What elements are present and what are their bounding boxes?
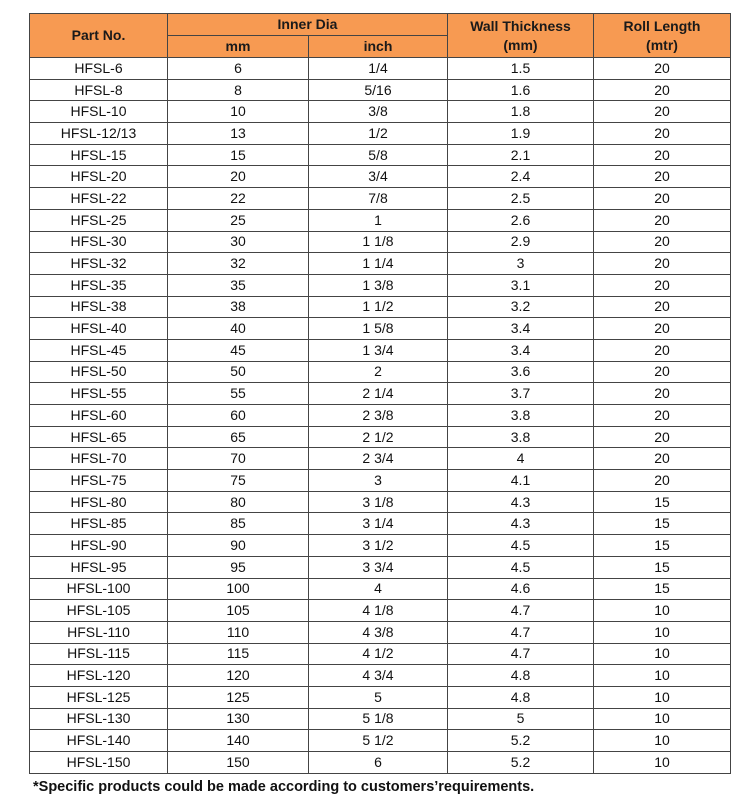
table-row bbox=[30, 470, 731, 492]
roll-length-cell: 10 bbox=[594, 752, 731, 774]
roll-length-cell: 20 bbox=[594, 58, 731, 80]
part-no-cell: HFSL-25 bbox=[30, 209, 168, 231]
inner-dia-inch-cell: 2 1/4 bbox=[309, 383, 448, 405]
inner-dia-inch-cell: 5 1/2 bbox=[309, 730, 448, 752]
table-row bbox=[30, 708, 731, 730]
inner-dia-mm-cell: 70 bbox=[168, 448, 309, 470]
roll-length-cell: 20 bbox=[594, 448, 731, 470]
inner-dia-inch-cell: 6 bbox=[309, 752, 448, 774]
roll-length-cell: 20 bbox=[594, 188, 731, 210]
inner-dia-inch-cell: 4 1/2 bbox=[309, 643, 448, 665]
part-no-cell: HFSL-32 bbox=[30, 253, 168, 275]
inner-dia-mm-cell: 22 bbox=[168, 188, 309, 210]
part-no-cell: HFSL-140 bbox=[30, 730, 168, 752]
inner-dia-mm-cell: 125 bbox=[168, 686, 309, 708]
table-row bbox=[30, 253, 731, 275]
table-row bbox=[30, 600, 731, 622]
wall-thickness-cell: 4.7 bbox=[448, 621, 594, 643]
inner-dia-inch-cell: 2 3/8 bbox=[309, 405, 448, 427]
roll-length-cell: 20 bbox=[594, 426, 731, 448]
roll-length-cell: 10 bbox=[594, 600, 731, 622]
table-row bbox=[30, 730, 731, 752]
roll-length-cell: 10 bbox=[594, 730, 731, 752]
part-no-cell: HFSL-40 bbox=[30, 318, 168, 340]
table-row bbox=[30, 491, 731, 513]
inner-dia-mm-cell: 95 bbox=[168, 556, 309, 578]
roll-length-cell: 20 bbox=[594, 209, 731, 231]
wall-thickness-cell: 2.1 bbox=[448, 144, 594, 166]
inner-dia-inch-cell: 3 1/4 bbox=[309, 513, 448, 535]
part-no-cell: HFSL-35 bbox=[30, 274, 168, 296]
part-no-cell: HFSL-125 bbox=[30, 686, 168, 708]
inner-dia-inch-cell: 3 3/4 bbox=[309, 556, 448, 578]
inner-dia-mm-cell: 38 bbox=[168, 296, 309, 318]
part-no-cell: HFSL-75 bbox=[30, 470, 168, 492]
roll-length-cell: 20 bbox=[594, 231, 731, 253]
wall-thickness-cell: 4.3 bbox=[448, 513, 594, 535]
header-wall-thickness-unit: (mm) bbox=[503, 36, 538, 53]
roll-length-cell: 15 bbox=[594, 578, 731, 600]
wall-thickness-cell: 4.7 bbox=[448, 643, 594, 665]
table-row bbox=[30, 79, 731, 101]
wall-thickness-cell: 3.8 bbox=[448, 426, 594, 448]
inner-dia-inch-cell: 3 1/2 bbox=[309, 535, 448, 557]
part-no-cell: HFSL-22 bbox=[30, 188, 168, 210]
part-no-cell: HFSL-90 bbox=[30, 535, 168, 557]
table-row bbox=[30, 621, 731, 643]
table-row bbox=[30, 209, 731, 231]
table-header bbox=[30, 14, 731, 58]
inner-dia-mm-cell: 40 bbox=[168, 318, 309, 340]
roll-length-cell: 20 bbox=[594, 470, 731, 492]
roll-length-cell: 10 bbox=[594, 708, 731, 730]
table-row bbox=[30, 166, 731, 188]
table-row bbox=[30, 231, 731, 253]
inner-dia-inch-cell: 1 bbox=[309, 209, 448, 231]
table-row bbox=[30, 123, 731, 145]
inner-dia-mm-cell: 85 bbox=[168, 513, 309, 535]
inner-dia-mm-cell: 13 bbox=[168, 123, 309, 145]
inner-dia-inch-cell: 4 1/8 bbox=[309, 600, 448, 622]
part-no-cell: HFSL-55 bbox=[30, 383, 168, 405]
roll-length-cell: 20 bbox=[594, 253, 731, 275]
part-no-cell: HFSL-105 bbox=[30, 600, 168, 622]
table-row bbox=[30, 383, 731, 405]
part-no-cell: HFSL-12/13 bbox=[30, 123, 168, 145]
inner-dia-inch-cell: 5 bbox=[309, 686, 448, 708]
wall-thickness-cell: 1.6 bbox=[448, 79, 594, 101]
table-row bbox=[30, 556, 731, 578]
header-inner-dia: Inner Dia bbox=[168, 14, 448, 36]
roll-length-cell: 20 bbox=[594, 383, 731, 405]
wall-thickness-cell: 2.4 bbox=[448, 166, 594, 188]
inner-dia-inch-cell: 5/8 bbox=[309, 144, 448, 166]
part-no-cell: HFSL-80 bbox=[30, 491, 168, 513]
inner-dia-inch-cell: 1 1/4 bbox=[309, 253, 448, 275]
inner-dia-mm-cell: 6 bbox=[168, 58, 309, 80]
wall-thickness-cell: 3.8 bbox=[448, 405, 594, 427]
roll-length-cell: 10 bbox=[594, 643, 731, 665]
part-no-cell: HFSL-15 bbox=[30, 144, 168, 166]
table-row bbox=[30, 643, 731, 665]
inner-dia-mm-cell: 65 bbox=[168, 426, 309, 448]
inner-dia-inch-cell: 2 3/4 bbox=[309, 448, 448, 470]
inner-dia-mm-cell: 120 bbox=[168, 665, 309, 687]
part-no-cell: HFSL-65 bbox=[30, 426, 168, 448]
inner-dia-mm-cell: 25 bbox=[168, 209, 309, 231]
inner-dia-inch-cell: 1 3/4 bbox=[309, 339, 448, 361]
part-no-cell: HFSL-30 bbox=[30, 231, 168, 253]
part-no-cell: HFSL-120 bbox=[30, 665, 168, 687]
wall-thickness-cell: 3.1 bbox=[448, 274, 594, 296]
wall-thickness-cell: 2.9 bbox=[448, 231, 594, 253]
wall-thickness-cell: 1.8 bbox=[448, 101, 594, 123]
wall-thickness-cell: 2.6 bbox=[448, 209, 594, 231]
wall-thickness-cell: 4.8 bbox=[448, 686, 594, 708]
inner-dia-inch-cell: 3 bbox=[309, 470, 448, 492]
inner-dia-inch-cell: 4 3/4 bbox=[309, 665, 448, 687]
inner-dia-mm-cell: 15 bbox=[168, 144, 309, 166]
part-no-cell: HFSL-6 bbox=[30, 58, 168, 80]
inner-dia-inch-cell: 5 1/8 bbox=[309, 708, 448, 730]
wall-thickness-cell: 5.2 bbox=[448, 752, 594, 774]
roll-length-cell: 20 bbox=[594, 123, 731, 145]
inner-dia-inch-cell: 7/8 bbox=[309, 188, 448, 210]
spec-table bbox=[29, 13, 731, 774]
wall-thickness-cell: 2.5 bbox=[448, 188, 594, 210]
part-no-cell: HFSL-10 bbox=[30, 101, 168, 123]
roll-length-cell: 15 bbox=[594, 535, 731, 557]
wall-thickness-cell: 4.3 bbox=[448, 491, 594, 513]
part-no-cell: HFSL-130 bbox=[30, 708, 168, 730]
inner-dia-mm-cell: 75 bbox=[168, 470, 309, 492]
part-no-cell: HFSL-50 bbox=[30, 361, 168, 383]
part-no-cell: HFSL-150 bbox=[30, 752, 168, 774]
header-part-no: Part No. bbox=[30, 14, 168, 58]
header-roll-length bbox=[594, 14, 731, 58]
part-no-cell: HFSL-70 bbox=[30, 448, 168, 470]
wall-thickness-cell: 5.2 bbox=[448, 730, 594, 752]
inner-dia-mm-cell: 110 bbox=[168, 621, 309, 643]
table-row bbox=[30, 296, 731, 318]
roll-length-cell: 20 bbox=[594, 79, 731, 101]
roll-length-cell: 10 bbox=[594, 686, 731, 708]
inner-dia-mm-cell: 60 bbox=[168, 405, 309, 427]
inner-dia-mm-cell: 130 bbox=[168, 708, 309, 730]
roll-length-cell: 15 bbox=[594, 556, 731, 578]
table-row bbox=[30, 274, 731, 296]
wall-thickness-cell: 4.5 bbox=[448, 535, 594, 557]
roll-length-cell: 15 bbox=[594, 513, 731, 535]
inner-dia-mm-cell: 30 bbox=[168, 231, 309, 253]
table-row bbox=[30, 686, 731, 708]
table-body bbox=[30, 58, 731, 774]
inner-dia-mm-cell: 150 bbox=[168, 752, 309, 774]
inner-dia-inch-cell: 2 bbox=[309, 361, 448, 383]
inner-dia-mm-cell: 35 bbox=[168, 274, 309, 296]
inner-dia-inch-cell: 3 1/8 bbox=[309, 491, 448, 513]
inner-dia-mm-cell: 100 bbox=[168, 578, 309, 600]
part-no-cell: HFSL-85 bbox=[30, 513, 168, 535]
table-row bbox=[30, 513, 731, 535]
part-no-cell: HFSL-38 bbox=[30, 296, 168, 318]
inner-dia-inch-cell: 1/4 bbox=[309, 58, 448, 80]
inner-dia-inch-cell: 1/2 bbox=[309, 123, 448, 145]
roll-length-cell: 20 bbox=[594, 339, 731, 361]
wall-thickness-cell: 4.1 bbox=[448, 470, 594, 492]
inner-dia-mm-cell: 32 bbox=[168, 253, 309, 275]
wall-thickness-cell: 3.2 bbox=[448, 296, 594, 318]
wall-thickness-cell: 5 bbox=[448, 708, 594, 730]
footnote: *Specific products could be made according to customers’requirements. bbox=[33, 779, 535, 795]
inner-dia-inch-cell: 4 bbox=[309, 578, 448, 600]
inner-dia-inch-cell: 3/8 bbox=[309, 101, 448, 123]
table-row bbox=[30, 144, 731, 166]
roll-length-cell: 20 bbox=[594, 318, 731, 340]
inner-dia-inch-cell: 1 1/2 bbox=[309, 296, 448, 318]
roll-length-cell: 20 bbox=[594, 144, 731, 166]
roll-length-cell: 10 bbox=[594, 665, 731, 687]
part-no-cell: HFSL-45 bbox=[30, 339, 168, 361]
table-row bbox=[30, 318, 731, 340]
part-no-cell: HFSL-8 bbox=[30, 79, 168, 101]
wall-thickness-cell: 3 bbox=[448, 253, 594, 275]
wall-thickness-cell: 1.5 bbox=[448, 58, 594, 80]
inner-dia-mm-cell: 115 bbox=[168, 643, 309, 665]
inner-dia-inch-cell: 4 3/8 bbox=[309, 621, 448, 643]
table-row bbox=[30, 188, 731, 210]
part-no-cell: HFSL-115 bbox=[30, 643, 168, 665]
table-row bbox=[30, 752, 731, 774]
wall-thickness-cell: 3.7 bbox=[448, 383, 594, 405]
header-wall-thickness-label: Wall Thickness bbox=[470, 17, 571, 34]
inner-dia-mm-cell: 50 bbox=[168, 361, 309, 383]
wall-thickness-cell: 4.6 bbox=[448, 578, 594, 600]
part-no-cell: HFSL-110 bbox=[30, 621, 168, 643]
table-row bbox=[30, 448, 731, 470]
roll-length-cell: 10 bbox=[594, 621, 731, 643]
header-wall-thickness bbox=[448, 14, 594, 58]
wall-thickness-cell: 3.4 bbox=[448, 318, 594, 340]
inner-dia-mm-cell: 140 bbox=[168, 730, 309, 752]
roll-length-cell: 20 bbox=[594, 361, 731, 383]
inner-dia-mm-cell: 105 bbox=[168, 600, 309, 622]
spec-table-container bbox=[29, 13, 730, 774]
inner-dia-inch-cell: 1 3/8 bbox=[309, 274, 448, 296]
part-no-cell: HFSL-100 bbox=[30, 578, 168, 600]
wall-thickness-cell: 3.4 bbox=[448, 339, 594, 361]
table-row bbox=[30, 58, 731, 80]
inner-dia-inch-cell: 2 1/2 bbox=[309, 426, 448, 448]
inner-dia-mm-cell: 10 bbox=[168, 101, 309, 123]
inner-dia-mm-cell: 80 bbox=[168, 491, 309, 513]
table-row bbox=[30, 339, 731, 361]
part-no-cell: HFSL-60 bbox=[30, 405, 168, 427]
table-row bbox=[30, 578, 731, 600]
table-row bbox=[30, 405, 731, 427]
roll-length-cell: 20 bbox=[594, 296, 731, 318]
roll-length-cell: 20 bbox=[594, 274, 731, 296]
wall-thickness-cell: 4 bbox=[448, 448, 594, 470]
table-row bbox=[30, 361, 731, 383]
part-no-cell: HFSL-95 bbox=[30, 556, 168, 578]
inner-dia-mm-cell: 20 bbox=[168, 166, 309, 188]
header-inner-dia-mm: mm bbox=[168, 36, 309, 58]
inner-dia-inch-cell: 1 1/8 bbox=[309, 231, 448, 253]
wall-thickness-cell: 4.5 bbox=[448, 556, 594, 578]
part-no-cell: HFSL-20 bbox=[30, 166, 168, 188]
inner-dia-inch-cell: 1 5/8 bbox=[309, 318, 448, 340]
inner-dia-mm-cell: 45 bbox=[168, 339, 309, 361]
inner-dia-inch-cell: 3/4 bbox=[309, 166, 448, 188]
table-row bbox=[30, 101, 731, 123]
inner-dia-mm-cell: 8 bbox=[168, 79, 309, 101]
roll-length-cell: 20 bbox=[594, 405, 731, 427]
wall-thickness-cell: 1.9 bbox=[448, 123, 594, 145]
roll-length-cell: 20 bbox=[594, 101, 731, 123]
table-row bbox=[30, 535, 731, 557]
inner-dia-mm-cell: 55 bbox=[168, 383, 309, 405]
wall-thickness-cell: 4.7 bbox=[448, 600, 594, 622]
roll-length-cell: 15 bbox=[594, 491, 731, 513]
table-row bbox=[30, 665, 731, 687]
header-roll-length-label: Roll Length bbox=[623, 17, 701, 34]
inner-dia-mm-cell: 90 bbox=[168, 535, 309, 557]
table-row bbox=[30, 426, 731, 448]
inner-dia-inch-cell: 5/16 bbox=[309, 79, 448, 101]
header-roll-length-unit: (mtr) bbox=[646, 36, 678, 53]
roll-length-cell: 20 bbox=[594, 166, 731, 188]
wall-thickness-cell: 3.6 bbox=[448, 361, 594, 383]
header-inner-dia-inch: inch bbox=[309, 36, 448, 58]
wall-thickness-cell: 4.8 bbox=[448, 665, 594, 687]
